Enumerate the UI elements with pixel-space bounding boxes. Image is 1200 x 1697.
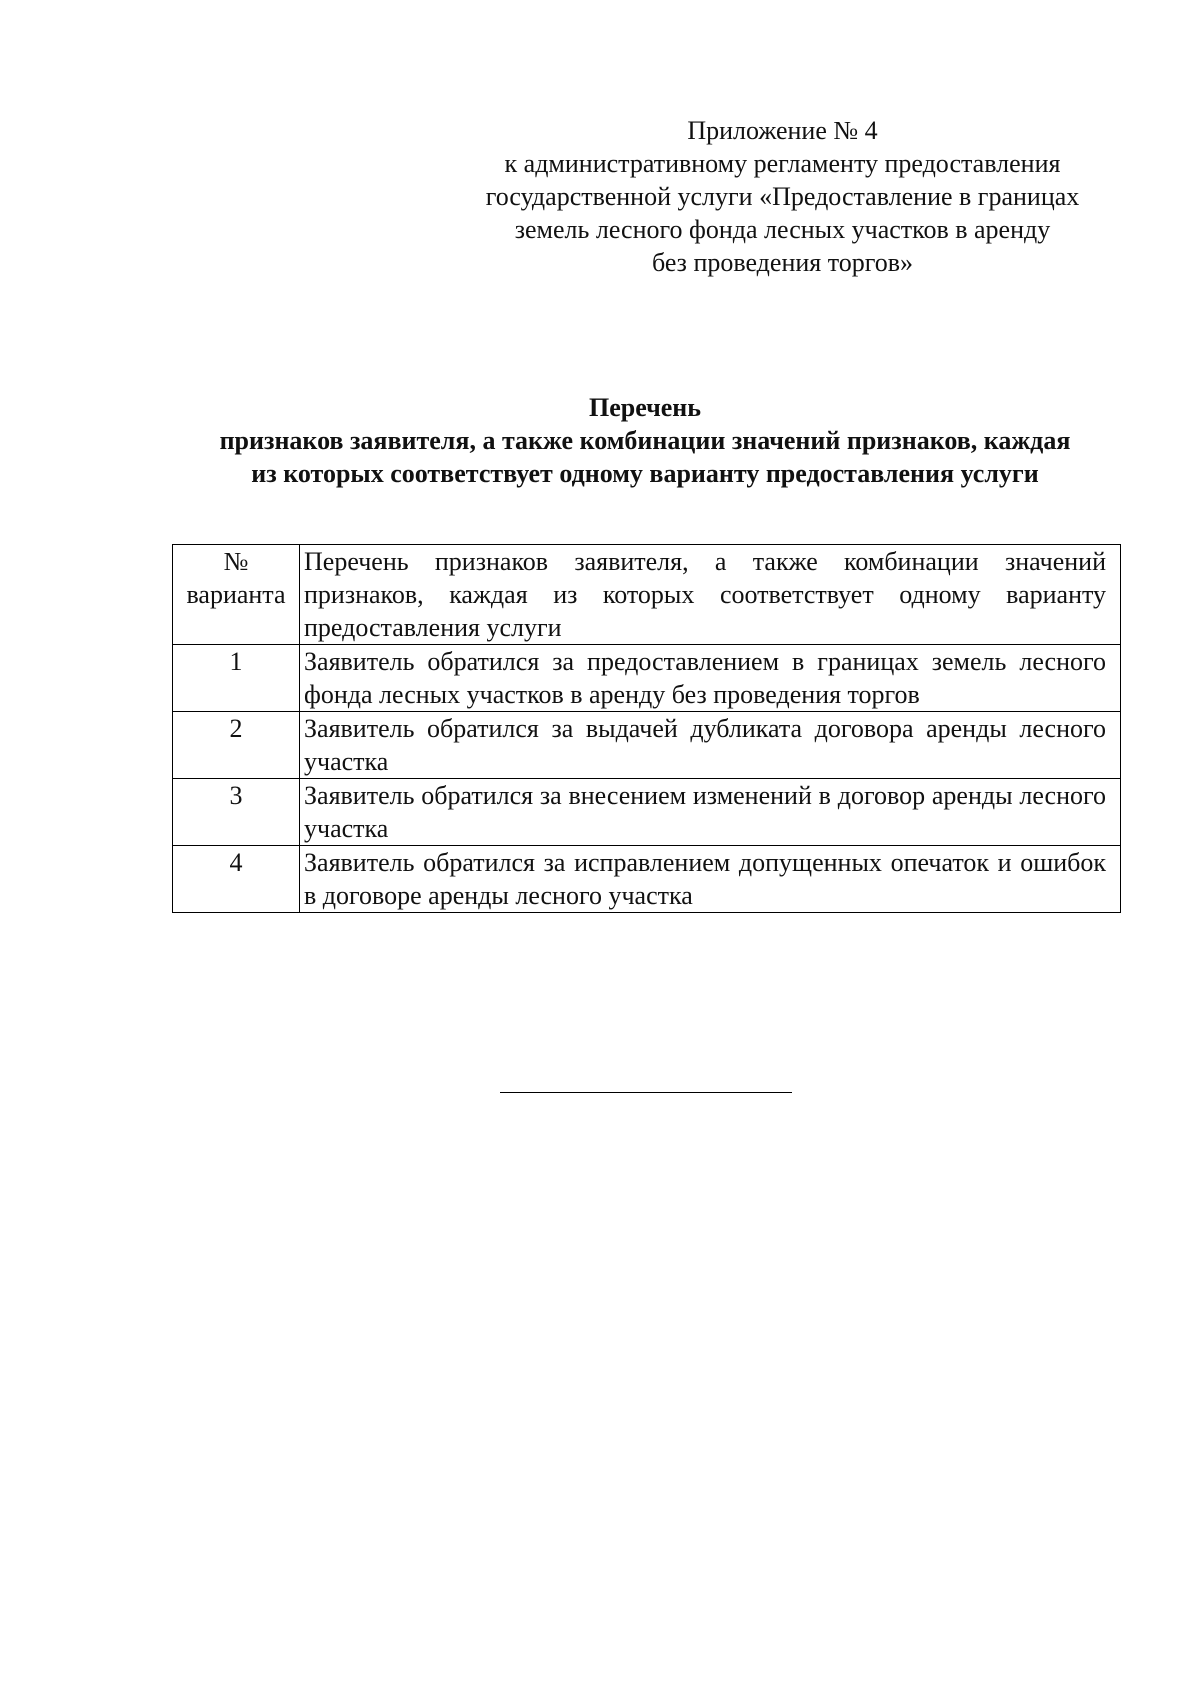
- appendix-line: государственной услуги «Предоставление в границах: [485, 182, 1080, 211]
- variants-table: [172, 544, 1121, 913]
- table-row: [173, 846, 1121, 913]
- header-description: Перечень признаков заявителя, а также комбинации значений признаков, каждая из которых соответствует одному варианту предоставления услуги: [300, 545, 1121, 645]
- appendix-line: к административному регламенту предоставления: [504, 149, 1061, 178]
- title-line: признаков заявителя, а также комбинации значений признаков, каждая: [219, 426, 1071, 455]
- title-line: Перечень: [588, 393, 702, 422]
- table-row: [173, 712, 1121, 779]
- variant-number: 1: [173, 645, 300, 712]
- closing-divider: [500, 1092, 792, 1093]
- variant-description: Заявитель обратился за исправлением допущенных опечаток и ошибок в договоре аренды лесного участка: [300, 846, 1121, 913]
- header-number-sign: №: [223, 547, 249, 576]
- variant-number: 2: [173, 712, 300, 779]
- variant-number: 3: [173, 779, 300, 846]
- table-row: [173, 779, 1121, 846]
- document-title: [150, 391, 1140, 490]
- appendix-heading: [440, 114, 1125, 279]
- variant-description: Заявитель обратился за внесением изменений в договор аренды лесного участка: [300, 779, 1121, 846]
- variant-description: Заявитель обратился за предоставлением в границах земель лесного фонда лесных участков в аренду без проведения торгов: [300, 645, 1121, 712]
- header-variant-number: [173, 545, 300, 645]
- table-header-row: [173, 545, 1121, 645]
- header-variant-label: варианта: [186, 580, 286, 609]
- variant-description: Заявитель обратился за выдачей дубликата договора аренды лесного участка: [300, 712, 1121, 779]
- table-row: [173, 645, 1121, 712]
- variant-number: 4: [173, 846, 300, 913]
- appendix-line: земель лесного фонда лесных участков в аренду: [514, 215, 1051, 244]
- appendix-line: без проведения торгов»: [651, 248, 914, 277]
- title-line: из которых соответствует одному варианту предоставления услуги: [251, 459, 1039, 488]
- appendix-number: Приложение № 4: [687, 116, 878, 145]
